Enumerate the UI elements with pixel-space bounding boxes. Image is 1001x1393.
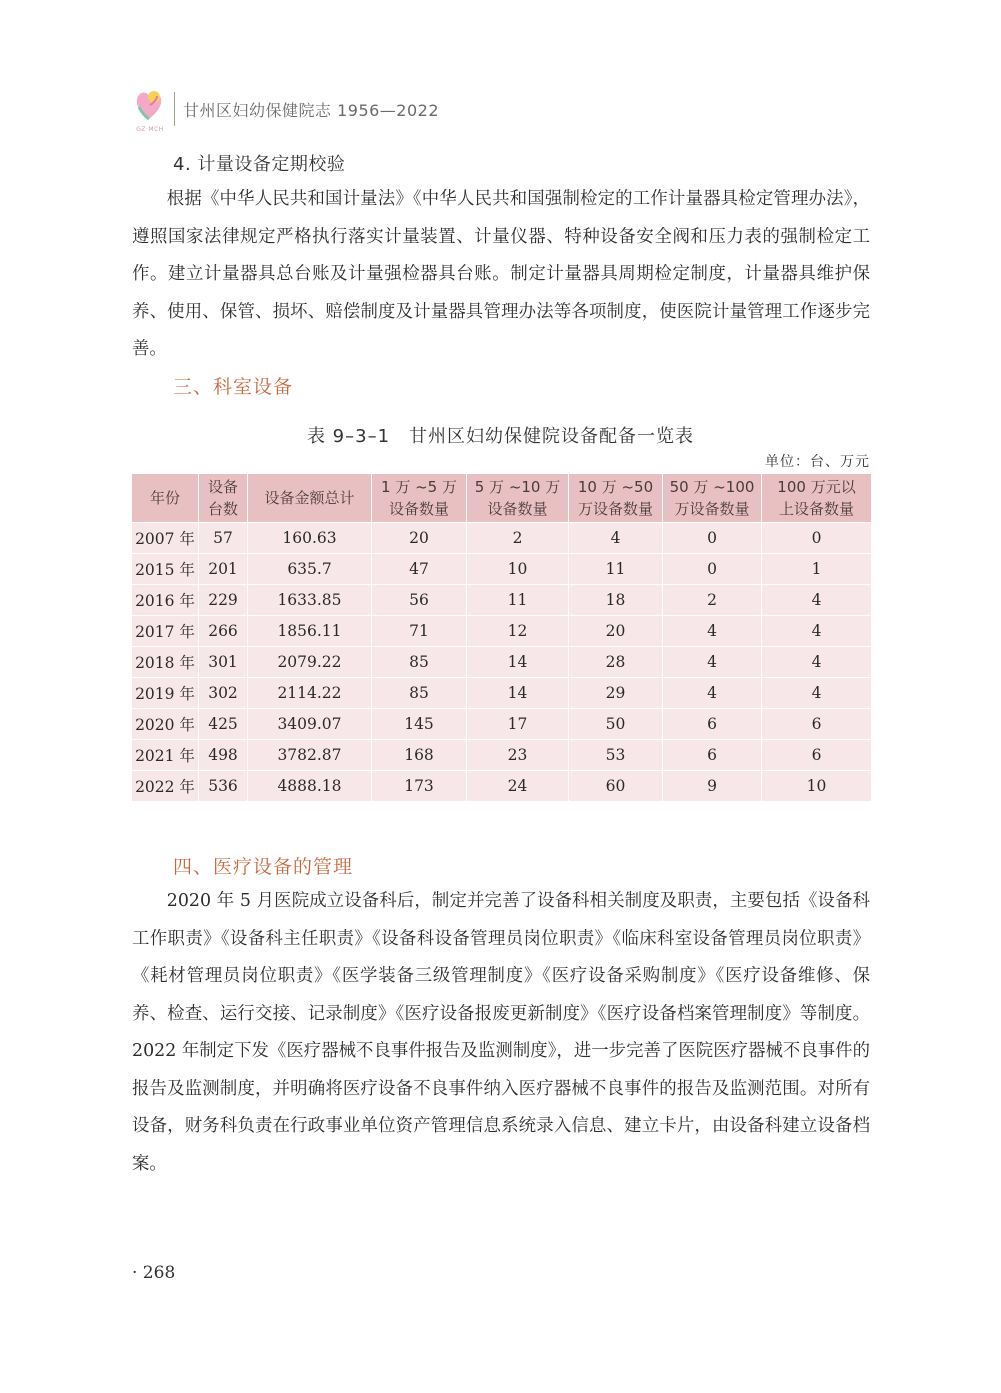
- table-cell: 57: [199, 523, 248, 554]
- table-cell: 2018 年: [132, 647, 199, 678]
- table-cell: 145: [372, 709, 467, 740]
- table-cell: 47: [372, 554, 467, 585]
- table-cell: 229: [199, 585, 248, 616]
- table-header-cell: [372, 474, 467, 523]
- table-header-text: 设备金额总计: [264, 489, 355, 507]
- section-heading-equipment-management: 四、医疗设备的管理: [173, 856, 354, 878]
- table-cell: 2079.22: [248, 647, 372, 678]
- table-header-text: 1 万 ~5 万: [381, 478, 457, 496]
- table-cell: 9: [663, 771, 762, 802]
- table-cell: 10: [762, 771, 872, 802]
- table-cell: 0: [663, 554, 762, 585]
- table-cell: 14: [467, 678, 569, 709]
- table-header-text: 上设备数量: [778, 500, 854, 518]
- table-cell: 4: [762, 678, 872, 709]
- table-header-row: [132, 474, 872, 523]
- table-cell: 29: [569, 678, 663, 709]
- table-row: [132, 554, 872, 585]
- section-heading-department-equipment: 三、科室设备: [173, 376, 294, 398]
- table-cell: 85: [372, 678, 467, 709]
- table-row: [132, 616, 872, 647]
- table-cell: 12: [467, 616, 569, 647]
- table-cell: 11: [569, 554, 663, 585]
- book-title: 甘州区妇幼保健院志 1956—2022: [183, 100, 440, 120]
- page-number: · 268: [132, 1263, 176, 1283]
- table-header-text: 100 万元以: [777, 478, 856, 496]
- table-cell: 3782.87: [248, 740, 372, 771]
- table-cell: 2: [663, 585, 762, 616]
- table-cell: 425: [199, 709, 248, 740]
- paragraph-calibration: 根据《中华人民共和国计量法》《中华人民共和国强制检定的工作计量器具检定管理办法》，遵照国家法律规定严格执行落实计量装置、计量仪器、特种设备安全阀和压力表的强制检定工作。建立计量器具总台账及计量强检器具台账。制定计量器具周期检定制度，计量器具维护保养、使用、保管、损坏、赔偿制度及计量器具管理办法等各项制度，使医院计量管理工作逐步完善。: [132, 189, 870, 359]
- subsection-heading-calibration: 4. 计量设备定期校验: [173, 154, 346, 175]
- table-cell: 6: [663, 709, 762, 740]
- table-cell: 2022 年: [132, 771, 199, 802]
- table-cell: 2019 年: [132, 678, 199, 709]
- equipment-table: [131, 473, 872, 802]
- table-header-cell: [569, 474, 663, 523]
- table-header-text: 5 万 ~10 万: [474, 478, 561, 496]
- table-cell: 14: [467, 647, 569, 678]
- table-cell: 2020 年: [132, 709, 199, 740]
- table-cell: 6: [663, 740, 762, 771]
- table-row: [132, 678, 872, 709]
- table-header-cell: [467, 474, 569, 523]
- table-cell: 4: [762, 616, 872, 647]
- table-cell: 2021 年: [132, 740, 199, 771]
- table-row: [132, 585, 872, 616]
- table-header-text: 10 万 ~50: [577, 478, 654, 496]
- table-cell: 2007 年: [132, 523, 199, 554]
- table-header-text: 万设备数量: [577, 500, 653, 518]
- table-body: [132, 523, 872, 802]
- table-header-text: 万设备数量: [674, 500, 750, 518]
- table-cell: 266: [199, 616, 248, 647]
- table-header-text: 设备: [207, 478, 238, 496]
- table-cell: 85: [372, 647, 467, 678]
- table-cell: 173: [372, 771, 467, 802]
- table-header-cell: [762, 474, 872, 523]
- table-cell: 17: [467, 709, 569, 740]
- table-cell: 201: [199, 554, 248, 585]
- header-divider: [174, 92, 175, 126]
- table-cell: 6: [762, 740, 872, 771]
- table-header-cell: [132, 474, 199, 523]
- table-cell: 6: [762, 709, 872, 740]
- hospital-logo-icon: [130, 87, 168, 131]
- table-cell: 20: [372, 523, 467, 554]
- table-row: [132, 709, 872, 740]
- table-cell: 18: [569, 585, 663, 616]
- table-row: [132, 647, 872, 678]
- table-cell: 4: [569, 523, 663, 554]
- table-cell: 28: [569, 647, 663, 678]
- table-cell: 160.63: [248, 523, 372, 554]
- table-cell: 50: [569, 709, 663, 740]
- table-cell: 2114.22: [248, 678, 372, 709]
- table-cell: 168: [372, 740, 467, 771]
- table-cell: 56: [372, 585, 467, 616]
- table-header-cell: [199, 474, 248, 523]
- table-header-text: 年份: [149, 489, 180, 507]
- table-header-text: 台数: [207, 500, 238, 518]
- table-cell: 11: [467, 585, 569, 616]
- table-cell: 4: [663, 678, 762, 709]
- page-header: [130, 86, 439, 132]
- table-header-text: 设备数量: [487, 500, 548, 518]
- table-cell: 4888.18: [248, 771, 372, 802]
- table-cell: 1856.11: [248, 616, 372, 647]
- table-cell: 0: [663, 523, 762, 554]
- table-cell: 23: [467, 740, 569, 771]
- table-cell: 60: [569, 771, 663, 802]
- table-cell: 1: [762, 554, 872, 585]
- table-row: [132, 523, 872, 554]
- table-cell: 536: [199, 771, 248, 802]
- table-cell: 1633.85: [248, 585, 372, 616]
- table-cell: 24: [467, 771, 569, 802]
- table-cell: 2: [467, 523, 569, 554]
- table-cell: 10: [467, 554, 569, 585]
- table-row: [132, 740, 872, 771]
- table-cell: 0: [762, 523, 872, 554]
- table-cell: 71: [372, 616, 467, 647]
- table-cell: 301: [199, 647, 248, 678]
- table-cell: 498: [199, 740, 248, 771]
- table-unit: 单位：台、万元: [765, 454, 870, 470]
- table-header-text: 设备数量: [388, 500, 449, 518]
- table-cell: 53: [569, 740, 663, 771]
- paragraph-equipment-management: 2020 年 5 月医院成立设备科后，制定并完善了设备科相关制度及职责，主要包括《设备科工作职责》《设备科主任职责》《设备科设备管理员岗位职责》《临床科室设备管理员岗位职责》《耗材管理员岗位职责》《医学装备三级管理制度》《医疗设备采购制度》《医疗设备维修、保养、检查、运行交接、记录制度》《医疗设备报废更新制度》《医疗设备档案管理制度》等制度。2022 年制定下发《医疗器械不良事件报告及监测制度》，进一步完善了医院医疗器械不良事件的报告及监测制度，并明确将医疗设备不良事件纳入医疗器械不良事件的报告及监测范围。对所有设备，财务科负责在行政事业单位资产管理信息系统录入信息、建立卡片，由设备科建立设备档案。: [132, 891, 870, 1174]
- table-cell: 635.7: [248, 554, 372, 585]
- table-header-text: 50 万 ~100: [669, 478, 755, 496]
- table-cell: 2016 年: [132, 585, 199, 616]
- table-header-cell: [663, 474, 762, 523]
- table-cell: 4: [762, 585, 872, 616]
- table-cell: 302: [199, 678, 248, 709]
- table-header-cell: [248, 474, 372, 523]
- table-row: [132, 771, 872, 802]
- table-caption: 表 9–3–1 甘州区妇幼保健院设备配备一览表: [306, 426, 695, 447]
- table-cell: 2015 年: [132, 554, 199, 585]
- table-cell: 4: [663, 647, 762, 678]
- table-cell: 4: [663, 616, 762, 647]
- table-cell: 2017 年: [132, 616, 199, 647]
- logo-caption: GZ·MCH: [136, 126, 164, 133]
- table-cell: 4: [762, 647, 872, 678]
- table-cell: 20: [569, 616, 663, 647]
- table-cell: 3409.07: [248, 709, 372, 740]
